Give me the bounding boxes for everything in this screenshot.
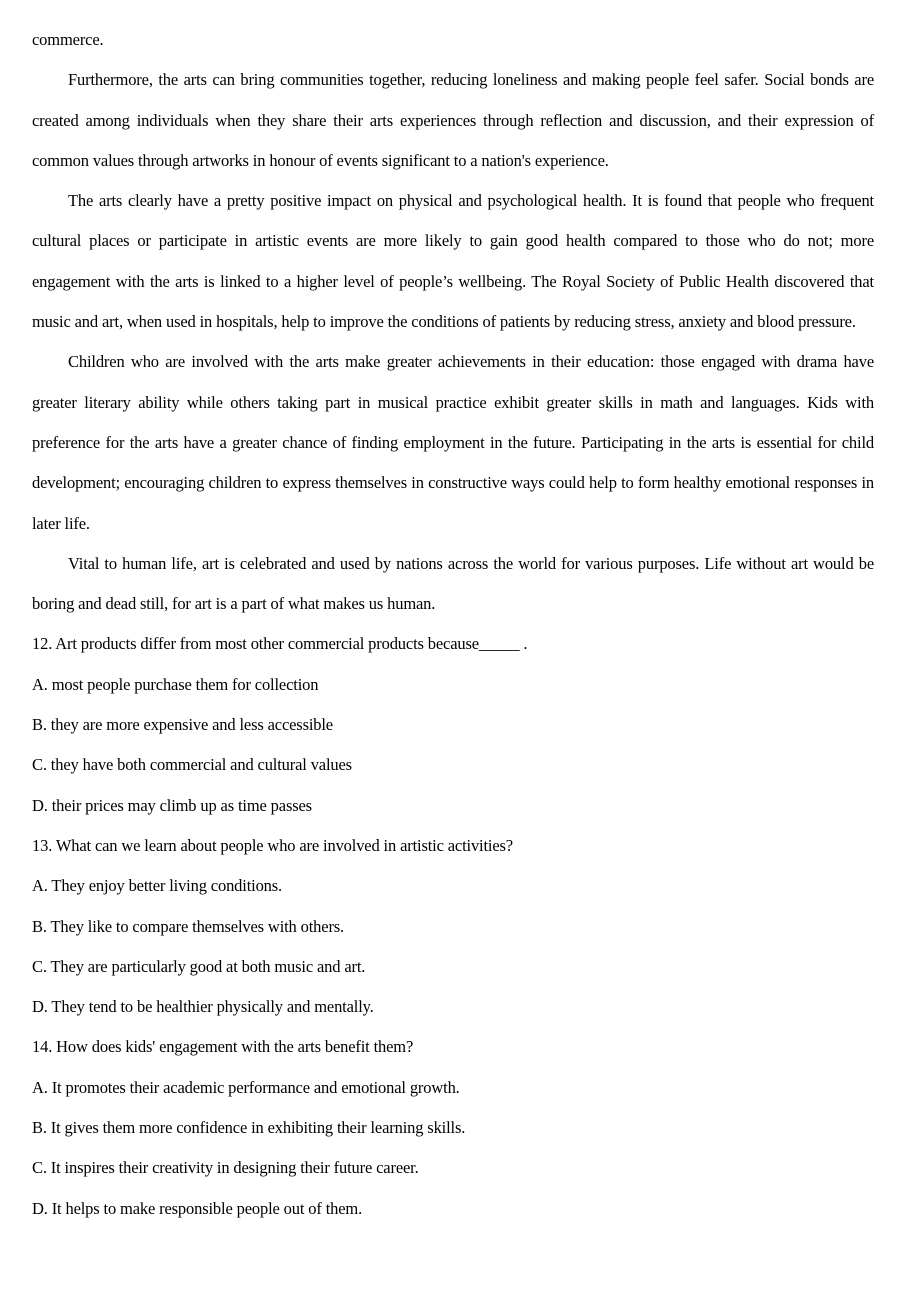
answer-option-c: C. they have both commercial and cultural values xyxy=(32,755,352,775)
passage-paragraph-conclusion: Vital to human life, art is celebrated and used by nations across the world for various purposes. Life without art would be boring and dead still, for art is a part of what makes us human. xyxy=(32,553,874,614)
answer-option-d: D. their prices may climb up as time passes xyxy=(32,795,312,815)
answer-option-b: B. they are more expensive and less accessible xyxy=(32,715,333,735)
answer-option-d: D. They tend to be healthier physically and mentally. xyxy=(32,997,374,1017)
passage-paragraph-health: The arts clearly have a pretty positive impact on physical and psychological health. It is found that people who frequent cultural places or participate in artistic events are more likely to gain good health compared to those who do not; more engagement with the arts is linked to a higher level of people’s wellbeing. The Royal Society of Public Health discovered that music and art, when used in hospitals, help to improve the conditions of patients by reducing stress, anxiety and blood pressure. xyxy=(32,191,874,332)
question-stem: 12. Art products differ from most other commercial products because_____ . xyxy=(32,634,528,654)
answer-option-d: D. It helps to make responsible people out of them. xyxy=(32,1198,363,1218)
question-13 xyxy=(32,826,874,1027)
answer-option-b: B. They like to compare themselves with others. xyxy=(32,916,345,936)
passage-paragraph-community: Furthermore, the arts can bring communities together, reducing loneliness and making people feel safer. Social bonds are created among individuals when they share their arts experiences through reflection and discussion, and their expression of common values through artworks in honour of events significant to a nation's experience. xyxy=(32,70,874,170)
answer-option-a: A. It promotes their academic performance and emotional growth. xyxy=(32,1077,460,1097)
answer-option-c: C. It inspires their creativity in designing their future career. xyxy=(32,1158,419,1178)
question-stem: 14. How does kids' engagement with the arts benefit them? xyxy=(32,1037,414,1057)
answer-option-c: C. They are particularly good at both music and art. xyxy=(32,956,366,976)
question-stem: 13. What can we learn about people who are involved in artistic activities? xyxy=(32,835,513,855)
answer-option-a: A. most people purchase them for collection xyxy=(32,674,319,694)
answer-option-b: B. It gives them more confidence in exhibiting their learning skills. xyxy=(32,1118,466,1138)
passage-paragraph-children: Children who are involved with the arts make greater achievements in their education: those engaged with drama have greater literary ability while others taking part in musical practice exhibit greater skills in math and languages. Kids with preference for the arts have a greater chance of finding employment in the future. Participating in the arts is essential for child development; encouraging children to express themselves in constructive ways could help to form healthy emotional responses in later life. xyxy=(32,352,874,533)
answer-option-a: A. They enjoy better living conditions. xyxy=(32,876,283,896)
passage-fragment: commerce. xyxy=(32,30,104,49)
question-14 xyxy=(32,1027,874,1228)
question-12 xyxy=(32,624,874,825)
document-page xyxy=(32,20,874,1229)
